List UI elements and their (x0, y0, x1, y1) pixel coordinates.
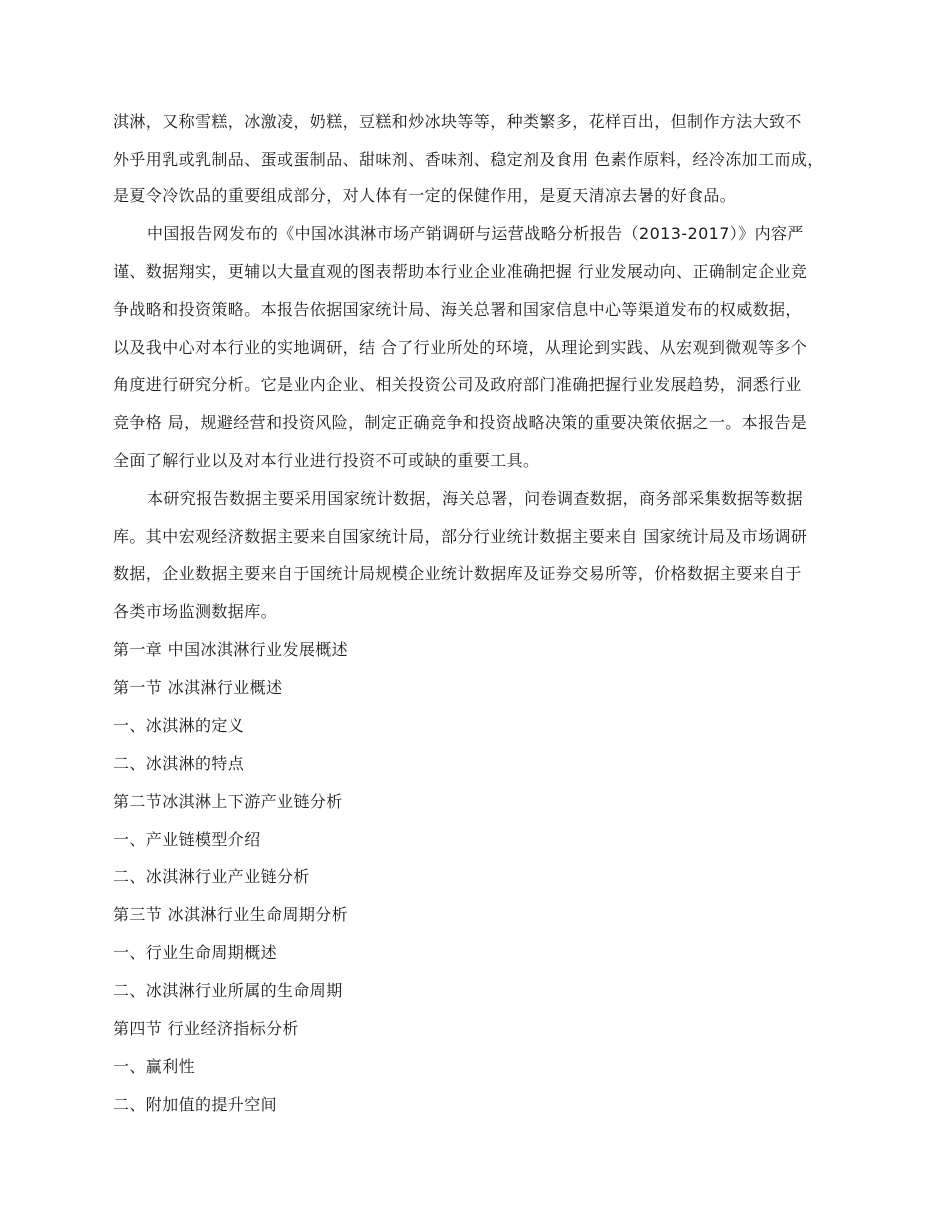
toc-item: 二、冰淇淋行业所属的生命周期 (113, 981, 343, 1000)
data-line-2: 库。其中宏观经济数据主要来自国家统计局，部分行业统计数据主要来自 国家统计局及市场调研 (113, 527, 808, 546)
toc-item: 二、附加值的提升空间 (113, 1095, 278, 1114)
report-line-2: 谨、数据翔实，更辅以大量直观的图表帮助本行业企业准确把握 行业发展动向、正确制定企业竞 (113, 262, 808, 281)
toc-item: 一、冰淇淋的定义 (113, 716, 245, 735)
intro-line-3: 是夏令冷饮品的重要组成部分，对人体有一定的保健作用，是夏天清凉去暑的好食品。 (113, 186, 737, 205)
report-line-6: 竞争格 局，规避经营和投资风险，制定正确竞争和投资战略决策的重要决策依据之一。本报告是 (113, 413, 808, 432)
data-line-4: 各类市场监测数据库。 (113, 602, 278, 621)
intro-line-1: 淇淋，又称雪糕，冰激凌，奶糕，豆糕和炒冰块等等，种类繁多，花样百出，但制作方法大致不 (113, 112, 802, 131)
toc-section-1: 第一节 冰淇淋行业概述 (113, 678, 283, 697)
data-line-3: 数据，企业数据主要来自于国统计局规模企业统计数据库及证券交易所等，价格数据主要来自于 (113, 564, 802, 583)
toc-chapter-1: 第一章 中国冰淇淋行业发展概述 (113, 640, 349, 659)
toc-item: 二、冰淇淋行业产业链分析 (113, 867, 310, 886)
toc-section-4: 第四节 行业经济指标分析 (113, 1019, 299, 1038)
toc-item: 一、产业链模型介绍 (113, 830, 261, 849)
report-line-4: 以及我中心对本行业的实地调研，结 合了行业所处的环境，从理论到实践、从宏观到微观等多个 (113, 338, 808, 357)
data-line-1: 本研究报告数据主要采用国家统计数据，海关总署，问卷调查数据，商务部采集数据等数据 (147, 489, 804, 508)
toc-section-3: 第三节 冰淇淋行业生命周期分析 (113, 905, 349, 924)
toc-item: 二、冰淇淋的特点 (113, 754, 245, 773)
report-line-5: 角度进行研究分析。它是业内企业、相关投资公司及政府部门准确把握行业发展趋势，洞悉行业 (113, 375, 802, 394)
toc-item: 一、赢利性 (113, 1057, 196, 1076)
toc-item: 一、行业生命周期概述 (113, 943, 278, 962)
report-line-7: 全面了解行业以及对本行业进行投资不可或缺的重要工具。 (113, 451, 540, 470)
toc-section-2: 第二节冰淇淋上下游产业链分析 (113, 792, 343, 811)
intro-line-2: 外乎用乳或乳制品、蛋或蛋制品、甜味剂、香味剂、稳定剂及食用 色素作原料，经冷冻加工而成， (113, 150, 824, 169)
report-line-3: 争战略和投资策略。本报告依据国家统计局、海关总署和国家信息中心等渠道发布的权威数据， (113, 300, 802, 319)
report-line-1: 中国报告网发布的《中国冰淇淋市场产销调研与运营战略分析报告（2013-2017）》内容严 (147, 224, 804, 243)
